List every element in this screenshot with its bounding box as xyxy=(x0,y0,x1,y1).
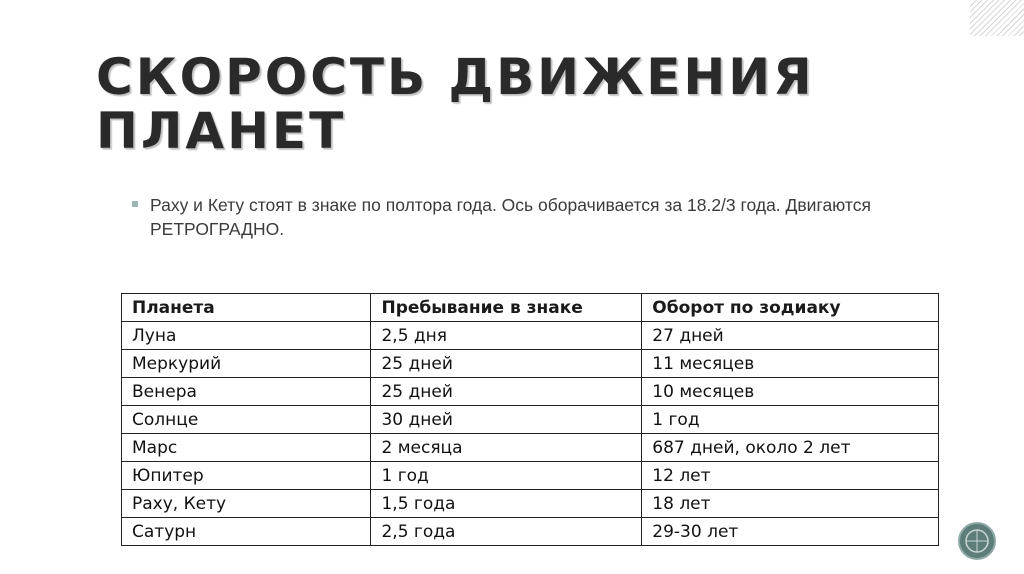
cell-planet: Раху, Кету xyxy=(122,490,371,518)
header-stay-in-sign: Пребывание в знаке xyxy=(371,294,642,322)
cell-stay: 2 месяца xyxy=(371,434,642,462)
cell-revolution: 12 лет xyxy=(642,462,939,490)
table-row xyxy=(122,490,939,518)
table-row xyxy=(122,378,939,406)
cell-planet: Луна xyxy=(122,322,371,350)
table-row xyxy=(122,350,939,378)
corner-decoration xyxy=(970,0,1024,36)
cell-stay: 1 год xyxy=(371,462,642,490)
planet-speed-table xyxy=(121,293,939,546)
bullet-square-icon xyxy=(132,201,138,207)
slide-title-line-2: ПЛАНЕТ xyxy=(96,102,347,160)
header-zodiac-revolution: Оборот по зодиаку xyxy=(642,294,939,322)
cell-stay: 30 дней xyxy=(371,406,642,434)
cell-revolution: 687 дней, около 2 лет xyxy=(642,434,939,462)
cell-revolution: 10 месяцев xyxy=(642,378,939,406)
cell-revolution: 11 месяцев xyxy=(642,350,939,378)
navigation-button[interactable] xyxy=(958,522,996,560)
slide-title xyxy=(96,50,815,158)
cell-revolution: 29-30 лет xyxy=(642,518,939,546)
cell-planet: Сатурн xyxy=(122,518,371,546)
cell-stay: 1,5 года xyxy=(371,490,642,518)
cell-stay: 2,5 года xyxy=(371,518,642,546)
cell-planet: Меркурий xyxy=(122,350,371,378)
table-row xyxy=(122,518,939,546)
cell-planet: Венера xyxy=(122,378,371,406)
cell-revolution: 1 год xyxy=(642,406,939,434)
table-row xyxy=(122,406,939,434)
cell-revolution: 27 дней xyxy=(642,322,939,350)
table-row xyxy=(122,462,939,490)
slide-title-line-1: СКОРОСТЬ ДВИЖЕНИЯ xyxy=(96,48,815,106)
table-row xyxy=(122,434,939,462)
table-header-row xyxy=(122,294,939,322)
cell-stay: 2,5 дня xyxy=(371,322,642,350)
cell-stay: 25 дней xyxy=(371,378,642,406)
cell-stay: 25 дней xyxy=(371,350,642,378)
cell-planet: Солнце xyxy=(122,406,371,434)
bullet-item xyxy=(132,193,902,241)
cell-revolution: 18 лет xyxy=(642,490,939,518)
navigation-circle-icon xyxy=(960,524,994,558)
bullet-text: Раху и Кету стоят в знаке по полтора года. Ось оборачивается за 18.2/3 года. Двигаются РЕТРОГРАДНО. xyxy=(150,195,871,239)
table-row xyxy=(122,322,939,350)
cell-planet: Юпитер xyxy=(122,462,371,490)
cell-planet: Марс xyxy=(122,434,371,462)
header-planet: Планета xyxy=(122,294,371,322)
